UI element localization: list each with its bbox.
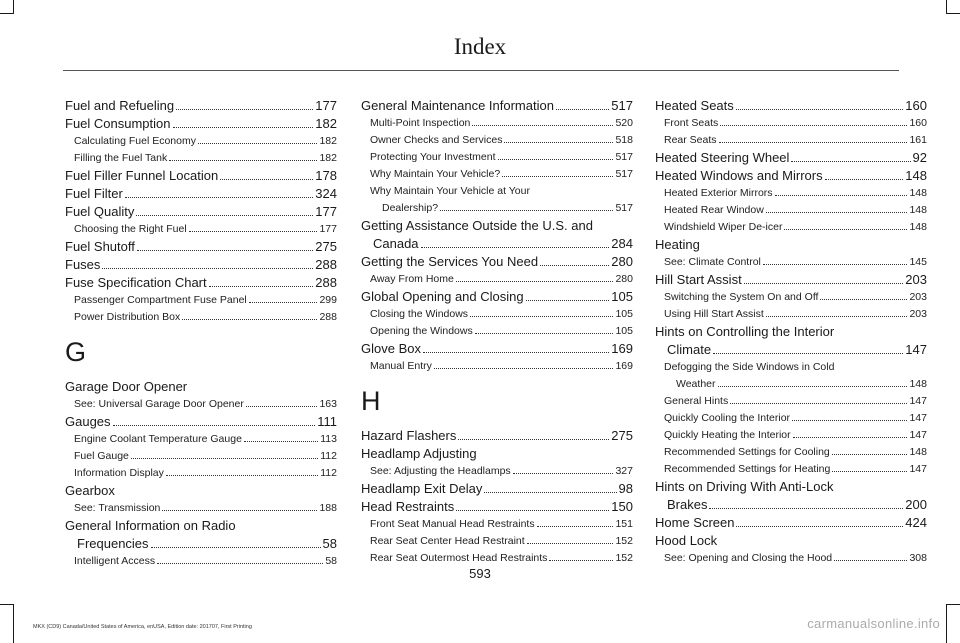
dot-leader (834, 560, 907, 561)
index-subentry[interactable] (655, 115, 927, 132)
dot-leader (766, 212, 908, 213)
dot-leader (137, 250, 313, 251)
index-subentry[interactable] (65, 396, 337, 413)
page-ref: 58 (322, 536, 337, 551)
index-subentry[interactable] (655, 202, 927, 219)
dot-leader (131, 458, 318, 459)
entry-label: See: Universal Garage Door Opener (74, 398, 244, 410)
index-subentry[interactable] (65, 133, 337, 150)
index-entry[interactable] (655, 514, 927, 532)
index-subentry[interactable] (655, 219, 927, 236)
dot-leader (176, 109, 313, 110)
index-subentry[interactable] (361, 306, 633, 323)
index-entry[interactable] (65, 115, 337, 133)
index-entry[interactable] (655, 167, 927, 185)
dot-leader (162, 510, 317, 511)
entry-label: Windshield Wiper De-icer (664, 221, 783, 233)
page-ref: 203 (905, 272, 927, 287)
entry-label: Front Seats (664, 117, 719, 129)
page-ref: 275 (315, 239, 337, 254)
entry-label: See: Adjusting the Headlamps (370, 465, 511, 477)
page-ref: 163 (319, 398, 337, 410)
entry-label: Hill Start Assist (655, 272, 742, 287)
page-ref: 92 (912, 150, 927, 165)
index-subheading: Why Maintain Your Vehicle at Your (370, 185, 530, 197)
dot-leader (113, 425, 316, 426)
dot-leader (423, 352, 609, 353)
index-column-3 (655, 97, 927, 567)
page-number: 593 (469, 566, 491, 581)
entry-label: Owner Checks and Services (370, 134, 503, 146)
page-ref: 324 (315, 186, 337, 201)
index-entry[interactable] (361, 480, 633, 498)
page-ref: 147 (909, 395, 927, 407)
page-ref: 182 (319, 135, 337, 147)
page-ref: 147 (909, 463, 927, 475)
index-heading: General Information on Radio (65, 518, 236, 533)
dot-leader (136, 215, 313, 216)
entry-label: Rear Seat Center Head Restraint (370, 535, 525, 547)
dot-leader (456, 510, 609, 511)
index-subentry[interactable] (361, 166, 633, 183)
page-ref: 147 (909, 429, 927, 441)
entry-label: Why Maintain Your Vehicle? (370, 168, 501, 180)
index-column-2 (361, 97, 633, 567)
dot-leader (832, 471, 907, 472)
entry-label: Recommended Settings for Cooling (664, 446, 830, 458)
index-entry[interactable] (361, 253, 633, 271)
dot-leader (736, 109, 904, 110)
page-ref: 161 (909, 134, 927, 146)
entry-label: Engine Coolant Temperature Gauge (74, 433, 242, 445)
page-ref: 203 (909, 291, 927, 303)
index-subentry[interactable] (361, 533, 633, 550)
entry-label: Weather (676, 378, 716, 390)
page-ref: 517 (611, 98, 633, 113)
entry-label: Multi-Point Inspection (370, 117, 471, 129)
index-subentry[interactable] (655, 289, 927, 306)
page-ref: 177 (319, 223, 337, 235)
entry-label: Fuel Quality (65, 204, 135, 219)
entry-label: Gauges (65, 414, 111, 429)
entry-label: Glove Box (361, 341, 421, 356)
index-heading: Gearbox (65, 483, 115, 498)
page-ref: 182 (319, 152, 337, 164)
index-entry[interactable] (361, 288, 633, 306)
index-subentry[interactable] (655, 254, 927, 271)
title-rule (63, 70, 899, 71)
dot-leader (157, 563, 323, 564)
index-subheading: Defogging the Side Windows in Cold (664, 361, 835, 373)
dot-leader (526, 300, 610, 301)
page-ref: 178 (315, 168, 337, 183)
dot-leader (470, 316, 613, 317)
dot-leader (484, 492, 616, 493)
page-ref: 288 (319, 311, 337, 323)
entry-label: Heated Rear Window (664, 204, 764, 216)
dot-leader (832, 454, 908, 455)
dot-leader (456, 281, 614, 282)
section-letter: G (65, 337, 87, 367)
entry-label: Power Distribution Box (74, 311, 181, 323)
dot-leader (220, 179, 313, 180)
entry-label: Recommended Settings for Heating (664, 463, 831, 475)
page-ref: 275 (611, 428, 633, 443)
entry-label: Front Seat Manual Head Restraints (370, 518, 535, 530)
page-ref: 105 (615, 308, 633, 320)
dot-leader (766, 316, 908, 317)
dot-leader (736, 526, 903, 527)
index-entry[interactable] (655, 149, 927, 167)
index-heading: Headlamp Adjusting (361, 446, 477, 461)
index-subentry[interactable] (361, 132, 633, 149)
index-subentry[interactable] (65, 221, 337, 238)
entry-label: Switching the System On and Off (664, 291, 819, 303)
index-entry[interactable] (65, 167, 337, 185)
page-ref: 424 (905, 515, 927, 530)
index-subentry[interactable] (361, 200, 633, 217)
index-subentry[interactable] (65, 309, 337, 326)
page-ref: 177 (315, 204, 337, 219)
page-ref: 105 (615, 325, 633, 337)
dot-leader (434, 368, 614, 369)
page-ref: 152 (615, 535, 633, 547)
dot-leader (784, 229, 907, 230)
page-ref: 112 (320, 450, 337, 462)
dot-leader (472, 125, 613, 126)
watermark: carmanualsonline.info (807, 616, 940, 631)
dot-leader (775, 195, 908, 196)
page-ref: 148 (909, 187, 927, 199)
dot-leader (763, 264, 908, 265)
dot-leader (792, 420, 907, 421)
index-subentry[interactable] (361, 550, 633, 567)
dot-leader (244, 441, 318, 442)
entry-label: Heated Windows and Mirrors (655, 168, 823, 183)
page-ref: 150 (611, 499, 633, 514)
index-entry[interactable] (65, 203, 337, 221)
index-entry[interactable] (361, 427, 633, 445)
page-ref: 145 (909, 256, 927, 268)
index-subentry[interactable] (655, 185, 927, 202)
entry-label: Head Restraints (361, 499, 455, 514)
index-heading: Hood Lock (655, 533, 718, 548)
entry-label: General Maintenance Information (361, 98, 554, 113)
entry-label: See: Climate Control (664, 256, 761, 268)
page-ref: 151 (615, 518, 633, 530)
section-letter: H (361, 386, 381, 416)
page-ref: 113 (320, 433, 337, 445)
page-ref: 517 (615, 151, 633, 163)
crop-mark-bottom-left (0, 604, 14, 643)
edition-footer: MKX (CD9) Canada/United States of America, enUSA, Edition date: 201707, First Printing (33, 624, 252, 630)
entry-label: General Hints (664, 395, 729, 407)
page-ref: 188 (319, 502, 337, 514)
entry-label: Protecting Your Investment (370, 151, 496, 163)
entry-label: Rear Seats (664, 134, 717, 146)
page-ref: 148 (909, 221, 927, 233)
page-ref: 160 (909, 117, 927, 129)
page-ref: 518 (615, 134, 633, 146)
index-subentry[interactable] (361, 463, 633, 480)
index-subentry[interactable] (655, 132, 927, 149)
entry-label: Fuses (65, 257, 101, 272)
index-subentry[interactable] (655, 444, 927, 461)
page-ref: 299 (319, 294, 337, 306)
dot-leader (556, 109, 609, 110)
index-entry[interactable] (361, 340, 633, 358)
dot-leader (502, 176, 613, 177)
dot-leader (169, 160, 317, 161)
dot-leader (458, 439, 609, 440)
index-subentry[interactable] (655, 410, 927, 427)
index-subentry[interactable] (655, 306, 927, 323)
dot-leader (713, 353, 903, 354)
entry-label: Fuse Specification Chart (65, 275, 207, 290)
dot-leader (249, 302, 318, 303)
index-column-1 (65, 97, 337, 570)
page-ref: 105 (611, 289, 633, 304)
page-ref: 98 (618, 481, 633, 496)
dot-leader (540, 265, 609, 266)
page-ref: 308 (909, 552, 927, 564)
entry-label: Dealership? (382, 202, 439, 214)
dot-leader (730, 403, 907, 404)
index-subentry[interactable] (361, 115, 633, 132)
index-subentry[interactable] (655, 461, 927, 478)
entry-label: Passenger Compartment Fuse Panel (74, 294, 247, 306)
index-entry[interactable] (361, 235, 633, 253)
entry-label: Brakes (667, 497, 708, 512)
entry-label: Fuel Filter (65, 186, 123, 201)
index-entry[interactable] (655, 271, 927, 289)
index-entry[interactable] (65, 97, 337, 115)
page-ref: 58 (325, 555, 337, 567)
page-ref: 288 (315, 257, 337, 272)
entry-label: Quickly Heating the Interior (664, 429, 791, 441)
index-subentry[interactable] (65, 150, 337, 167)
entry-label: Home Screen (655, 515, 735, 530)
entry-label: Canada (373, 236, 419, 251)
page-ref: 284 (611, 236, 633, 251)
dot-leader (820, 299, 907, 300)
dot-leader (246, 406, 318, 407)
index-heading: Getting Assistance Outside the U.S. and (361, 218, 593, 233)
index-entry[interactable] (65, 238, 337, 256)
page-ref: 152 (615, 552, 633, 564)
entry-label: Opening the Windows (370, 325, 473, 337)
dot-leader (182, 319, 317, 320)
index-subentry[interactable] (655, 427, 927, 444)
dot-leader (537, 526, 614, 527)
index-subentry[interactable] (655, 550, 927, 567)
entry-label: Calculating Fuel Economy (74, 135, 196, 147)
page-ref: 169 (611, 341, 633, 356)
entry-label: Global Opening and Closing (361, 289, 524, 304)
index-subentry[interactable] (65, 465, 337, 482)
page-ref: 112 (320, 467, 337, 479)
page-ref: 280 (611, 254, 633, 269)
entry-label: Frequencies (77, 536, 149, 551)
page-ref: 517 (615, 202, 633, 214)
dot-leader (125, 197, 314, 198)
entry-label: Using Hill Start Assist (664, 308, 764, 320)
dot-leader (166, 475, 318, 476)
entry-label: Closing the Windows (370, 308, 469, 320)
entry-label: Headlamp Exit Delay (361, 481, 483, 496)
entry-label: Hazard Flashers (361, 428, 457, 443)
dot-leader (102, 268, 313, 269)
entry-label: See: Transmission (74, 502, 161, 514)
dot-leader (173, 127, 314, 128)
crop-mark-bottom-right (946, 604, 960, 643)
index-heading: Heating (655, 237, 700, 252)
dot-leader (421, 247, 610, 248)
index-subentry[interactable] (65, 431, 337, 448)
page-ref: 148 (909, 378, 927, 390)
page-ref: 288 (315, 275, 337, 290)
entry-label: Climate (667, 342, 712, 357)
entry-label: Fuel Gauge (74, 450, 129, 462)
index-subentry[interactable] (361, 271, 633, 288)
entry-label: Rear Seat Outermost Head Restraints (370, 552, 548, 564)
index-entry[interactable] (655, 97, 927, 115)
index-entry[interactable] (655, 496, 927, 514)
index-heading: Hints on Driving With Anti-Lock (655, 479, 834, 494)
dot-leader (504, 142, 613, 143)
index-entry[interactable] (65, 413, 337, 431)
index-entry[interactable] (361, 498, 633, 516)
dot-leader (440, 210, 613, 211)
index-entry[interactable] (65, 535, 337, 553)
dot-leader (198, 143, 317, 144)
dot-leader (825, 179, 904, 180)
dot-leader (720, 125, 907, 126)
entry-label: Fuel Consumption (65, 116, 171, 131)
entry-label: Fuel Filler Funnel Location (65, 168, 219, 183)
entry-label: Heated Steering Wheel (655, 150, 790, 165)
dot-leader (475, 333, 614, 334)
page-title: Index (453, 34, 507, 59)
index-subentry[interactable] (361, 323, 633, 340)
entry-label: Heated Exterior Mirrors (664, 187, 773, 199)
index-subentry[interactable] (361, 149, 633, 166)
entry-label: Intelligent Access (74, 555, 156, 567)
dot-leader (209, 286, 314, 287)
entry-label: Manual Entry (370, 360, 432, 372)
index-heading: Garage Door Opener (65, 379, 188, 394)
index-subentry[interactable] (655, 393, 927, 410)
entry-label: Heated Seats (655, 98, 734, 113)
index-entry[interactable] (65, 185, 337, 203)
dot-leader (549, 560, 613, 561)
dot-leader (718, 386, 908, 387)
index-heading: Hints on Controlling the Interior (655, 324, 835, 339)
page-ref: 520 (615, 117, 633, 129)
index-entry[interactable] (361, 97, 633, 115)
dot-leader (189, 231, 318, 232)
entry-label: Fuel Shutoff (65, 239, 135, 254)
index-entry[interactable] (655, 341, 927, 359)
entry-label: Choosing the Right Fuel (74, 223, 187, 235)
index-subentry[interactable] (65, 292, 337, 309)
page-ref: 148 (905, 168, 927, 183)
page-ref: 111 (317, 414, 337, 429)
dot-leader (527, 543, 614, 544)
page-ref: 147 (905, 342, 927, 357)
page-ref: 160 (905, 98, 927, 113)
entry-label: Filling the Fuel Tank (74, 152, 168, 164)
dot-leader (151, 547, 321, 548)
index-subentry[interactable] (65, 500, 337, 517)
page-ref: 177 (315, 98, 337, 113)
dot-leader (498, 159, 614, 160)
page-ref: 182 (315, 116, 337, 131)
index-subentry[interactable] (361, 516, 633, 533)
dot-leader (709, 508, 903, 509)
page-ref: 517 (615, 168, 633, 180)
page-ref: 148 (909, 446, 927, 458)
index-subentry[interactable] (655, 376, 927, 393)
dot-leader (791, 161, 910, 162)
page-ref: 148 (909, 204, 927, 216)
page-ref: 280 (615, 273, 633, 285)
page-ref: 169 (615, 360, 633, 372)
entry-label: Fuel and Refueling (65, 98, 175, 113)
index-entry[interactable] (65, 274, 337, 292)
dot-leader (793, 437, 908, 438)
index-entry[interactable] (65, 256, 337, 274)
crop-mark-top-left (0, 0, 14, 14)
page-ref: 327 (615, 465, 633, 477)
index-subentry[interactable] (65, 448, 337, 465)
index-subentry[interactable] (361, 358, 633, 375)
page-ref: 200 (905, 497, 927, 512)
entry-label: See: Opening and Closing the Hood (664, 552, 833, 564)
crop-mark-top-right (946, 0, 960, 14)
entry-label: Getting the Services You Need (361, 254, 539, 269)
page-ref: 203 (909, 308, 927, 320)
entry-label: Away From Home (370, 273, 454, 285)
dot-leader (513, 473, 614, 474)
dot-leader (744, 283, 904, 284)
page-ref: 147 (909, 412, 927, 424)
entry-label: Information Display (74, 467, 164, 479)
dot-leader (719, 142, 908, 143)
entry-label: Quickly Cooling the Interior (664, 412, 791, 424)
